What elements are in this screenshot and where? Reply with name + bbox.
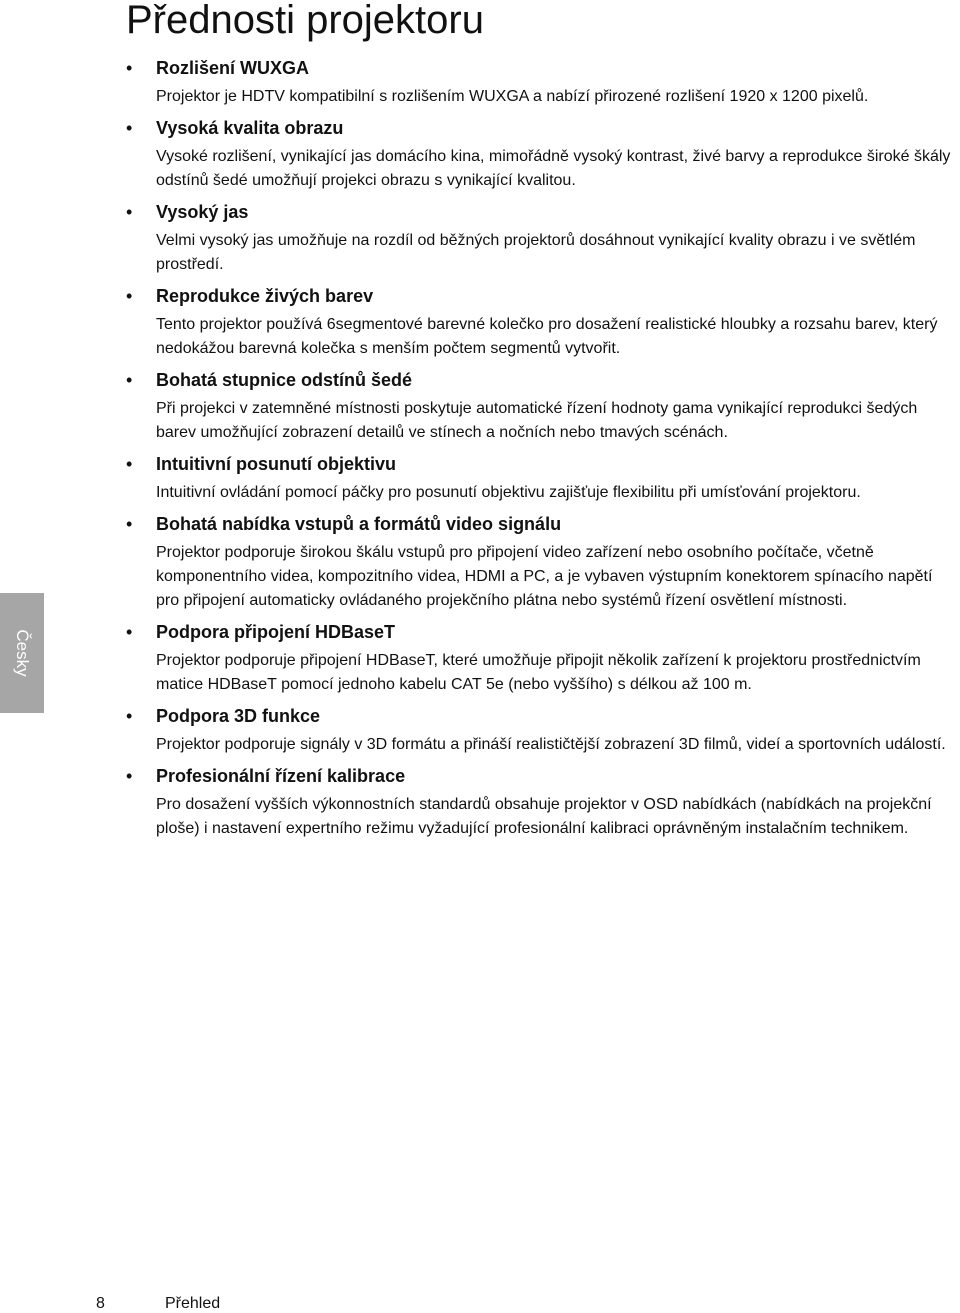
feature-heading: Podpora 3D funkce bbox=[156, 706, 321, 726]
feature-text: Při projekci v zatemněné místnosti poskytuje automatické řízení hodnoty gama vynikající reprodukci šedých barev umožňující zobrazení detailů ve stínech a nočních nebo tmavých scénách. bbox=[156, 400, 918, 441]
feature-item bbox=[126, 116, 956, 193]
feature-text: Projektor podporuje širokou škálu vstupů pro připojení video zařízení nebo osobního počítače, včetně komponentního videa, kompozitního videa, HDMI a PC, a je vybaven výstupním konektorem spínacího napětí pro připojení automaticky ovládaného projekčního plátna nebo systémů řízení osvětlení místnosti. bbox=[156, 544, 933, 609]
feature-item bbox=[126, 368, 956, 445]
language-tab bbox=[0, 593, 44, 713]
feature-item bbox=[126, 704, 956, 757]
bullet-icon: • bbox=[126, 514, 133, 534]
feature-item bbox=[126, 284, 956, 361]
feature-text: Projektor podporuje připojení HDBaseT, které umožňuje připojit několik zařízení k projektoru prostřednictvím matice HDBaseT pomocí jednoho kabelu CAT 5e (nebo vyššího) s délkou až 100 m. bbox=[156, 652, 921, 693]
feature-heading: Intuitivní posunutí objektivu bbox=[156, 454, 396, 474]
bullet-icon: • bbox=[126, 706, 133, 726]
bullet-icon: • bbox=[126, 622, 133, 642]
feature-text: Vysoké rozlišení, vynikající jas domácího kina, mimořádně vysoký kontrast, živé barvy a reprodukce široké škály odstínů šedé umožňují projekci obrazu s vynikající kvalitou. bbox=[156, 148, 951, 189]
bullet-icon: • bbox=[126, 286, 133, 306]
feature-item bbox=[126, 620, 956, 697]
bullet-icon: • bbox=[126, 118, 133, 138]
language-tab-label: Česky bbox=[13, 629, 32, 677]
feature-item bbox=[126, 200, 956, 277]
feature-item bbox=[126, 56, 956, 109]
feature-heading: Bohatá stupnice odstínů šedé bbox=[156, 370, 413, 390]
page-section-title: Přehled bbox=[165, 1295, 221, 1312]
feature-heading: Profesionální řízení kalibrace bbox=[156, 766, 406, 786]
page-title: Přednosti projektoru bbox=[126, 0, 484, 42]
bullet-icon: • bbox=[126, 766, 133, 786]
bullet-icon: • bbox=[126, 370, 133, 390]
bullet-icon: • bbox=[126, 202, 133, 222]
feature-heading: Rozlišení WUXGA bbox=[156, 58, 310, 78]
feature-heading: Reprodukce živých barev bbox=[156, 286, 374, 306]
feature-list bbox=[126, 56, 956, 848]
feature-heading: Vysoký jas bbox=[156, 202, 249, 222]
feature-text: Pro dosažení vyšších výkonnostních standardů obsahuje projektor v OSD nabídkách (nabídkách na projekční ploše) i nastavení expertního režimu vyžadující profesionální kalibraci oprávněným instalačním technikem. bbox=[156, 796, 932, 837]
feature-heading: Bohatá nabídka vstupů a formátů video signálu bbox=[156, 514, 562, 534]
bullet-icon: • bbox=[126, 454, 133, 474]
feature-text: Projektor je HDTV kompatibilní s rozlišením WUXGA a nabízí přirozené rozlišení 1920 x 1200 pixelů. bbox=[156, 88, 869, 105]
feature-text: Intuitivní ovládání pomocí páčky pro posunutí objektivu zajišťuje flexibilitu při umísťování projektoru. bbox=[156, 484, 861, 501]
feature-text: Tento projektor používá 6segmentové barevné kolečko pro dosažení realistické hloubky a rozsahu barev, který nedokážou barevná kolečka s menším počtem segmentů vytvořit. bbox=[156, 316, 938, 357]
feature-text: Projektor podporuje signály v 3D formátu a přináší realističtější zobrazení 3D filmů, videí a sportovních událostí. bbox=[156, 736, 946, 753]
feature-item bbox=[126, 764, 956, 841]
feature-heading: Vysoká kvalita obrazu bbox=[156, 118, 344, 138]
bullet-icon: • bbox=[126, 58, 133, 78]
page-number: 8 bbox=[96, 1295, 105, 1312]
feature-item bbox=[126, 452, 956, 505]
feature-heading: Podpora připojení HDBaseT bbox=[156, 622, 396, 642]
feature-text: Velmi vysoký jas umožňuje na rozdíl od běžných projektorů dosáhnout vynikající kvality obrazu i ve světlém prostředí. bbox=[156, 232, 916, 273]
feature-item bbox=[126, 512, 956, 613]
